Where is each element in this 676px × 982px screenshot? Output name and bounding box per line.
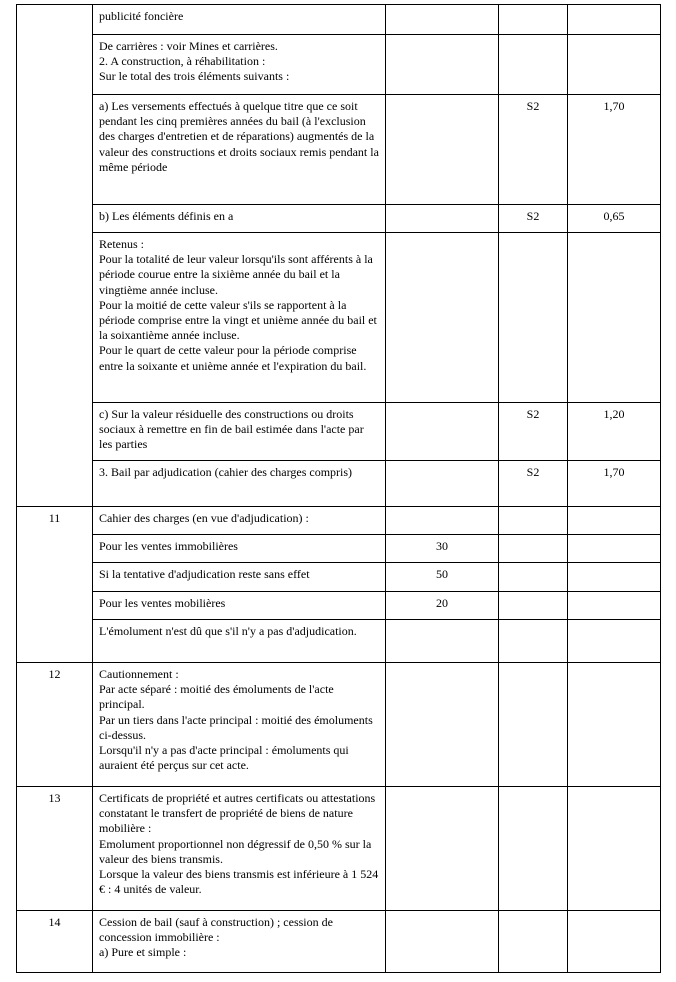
row-description: L'émolument n'est dû que s'il n'y a pas d'adjudication. — [93, 620, 386, 663]
row-coefficient: 1,70 — [568, 461, 661, 507]
table-row — [17, 233, 661, 403]
table-row — [17, 35, 661, 95]
table-row — [17, 507, 661, 535]
row-value — [386, 620, 499, 663]
article-number: 12 — [17, 663, 93, 787]
row-coefficient — [568, 507, 661, 535]
row-section — [499, 535, 568, 563]
table-row — [17, 563, 661, 592]
row-section — [499, 911, 568, 973]
table-row — [17, 787, 661, 911]
row-value: 30 — [386, 535, 499, 563]
row-section: S2 — [499, 95, 568, 205]
row-coefficient — [568, 563, 661, 592]
row-section — [499, 507, 568, 535]
table-row — [17, 205, 661, 233]
row-description: Certificats de propriété et autres certificats ou attestations constatant le transfert de propriété de biens de nature mobilière : Emolument proportionnel non dégressif de 0,50 % sur la valeur des biens transmis. Lorsque la valeur des biens transmis est inférieure à 1 524 € : 4 unités de valeur. — [93, 787, 386, 911]
row-coefficient — [568, 5, 661, 35]
row-section: S2 — [499, 403, 568, 461]
row-section: S2 — [499, 461, 568, 507]
row-coefficient: 0,65 — [568, 205, 661, 233]
row-value: 50 — [386, 563, 499, 592]
row-coefficient — [568, 787, 661, 911]
row-description: Cautionnement : Par acte séparé : moitié des émoluments de l'acte principal. Par un tiers dans l'acte principal : moitié des émoluments ci-dessus. Lorsqu'il n'y a pas d'acte principal : émoluments qui auraient été perçus sur cet acte. — [93, 663, 386, 787]
row-coefficient — [568, 233, 661, 403]
tariff-table — [16, 4, 661, 973]
row-description: De carrières : voir Mines et carrières. 2. A construction, à réhabilitation : Sur le total des trois éléments suivants : — [93, 35, 386, 95]
table-row — [17, 95, 661, 205]
row-description: Cession de bail (sauf à construction) ; cession de concession immobilière : a) Pure et simple : — [93, 911, 386, 973]
row-value — [386, 911, 499, 973]
row-description: Retenus : Pour la totalité de leur valeur lorsqu'ils sont afférents à la période courue entre la sixième année du bail et la vingtième année incluse. Pour la moitié de cette valeur s'ils se rapportent à la période comprise entre la vingt et unième année du bail et la soixantième année incluse. Pour le quart de cette valeur pour la période comprise entre la soixante et unième année et l'expiration du bail. — [93, 233, 386, 403]
row-section — [499, 787, 568, 911]
row-section — [499, 35, 568, 95]
row-description: c) Sur la valeur résiduelle des constructions ou droits sociaux à remettre en fin de bail estimée dans l'acte par les parties — [93, 403, 386, 461]
row-value — [386, 507, 499, 535]
article-number: 13 — [17, 787, 93, 911]
row-description: publicité foncière — [93, 5, 386, 35]
row-section — [499, 592, 568, 620]
article-number — [17, 5, 93, 507]
row-value — [386, 35, 499, 95]
table-row — [17, 592, 661, 620]
row-value — [386, 403, 499, 461]
table-row — [17, 663, 661, 787]
row-description: Pour les ventes immobilières — [93, 535, 386, 563]
row-value: 20 — [386, 592, 499, 620]
row-description: a) Les versements effectués à quelque titre que ce soit pendant les cinq premières années du bail (à l'exclusion des charges d'entretien et de réparations) augmentés de la valeur des constructions et droits sociaux remis pendant la même période — [93, 95, 386, 205]
row-value — [386, 663, 499, 787]
row-value — [386, 787, 499, 911]
table-row — [17, 535, 661, 563]
row-coefficient — [568, 620, 661, 663]
row-coefficient — [568, 535, 661, 563]
table-row — [17, 620, 661, 663]
row-value — [386, 95, 499, 205]
table-row — [17, 5, 661, 35]
row-value — [386, 233, 499, 403]
row-value — [386, 205, 499, 233]
row-section — [499, 563, 568, 592]
article-number: 11 — [17, 507, 93, 663]
row-value — [386, 5, 499, 35]
table-row — [17, 461, 661, 507]
row-coefficient — [568, 35, 661, 95]
row-description: Pour les ventes mobilières — [93, 592, 386, 620]
row-coefficient: 1,20 — [568, 403, 661, 461]
row-coefficient — [568, 592, 661, 620]
table-row — [17, 911, 661, 973]
row-section: S2 — [499, 205, 568, 233]
row-section — [499, 233, 568, 403]
row-description: Si la tentative d'adjudication reste sans effet — [93, 563, 386, 592]
row-coefficient — [568, 663, 661, 787]
row-coefficient — [568, 911, 661, 973]
table-row — [17, 403, 661, 461]
row-description: Cahier des charges (en vue d'adjudication) : — [93, 507, 386, 535]
row-section — [499, 5, 568, 35]
article-number: 14 — [17, 911, 93, 973]
row-description: 3. Bail par adjudication (cahier des charges compris) — [93, 461, 386, 507]
row-description: b) Les éléments définis en a — [93, 205, 386, 233]
row-section — [499, 663, 568, 787]
row-section — [499, 620, 568, 663]
row-value — [386, 461, 499, 507]
row-coefficient: 1,70 — [568, 95, 661, 205]
